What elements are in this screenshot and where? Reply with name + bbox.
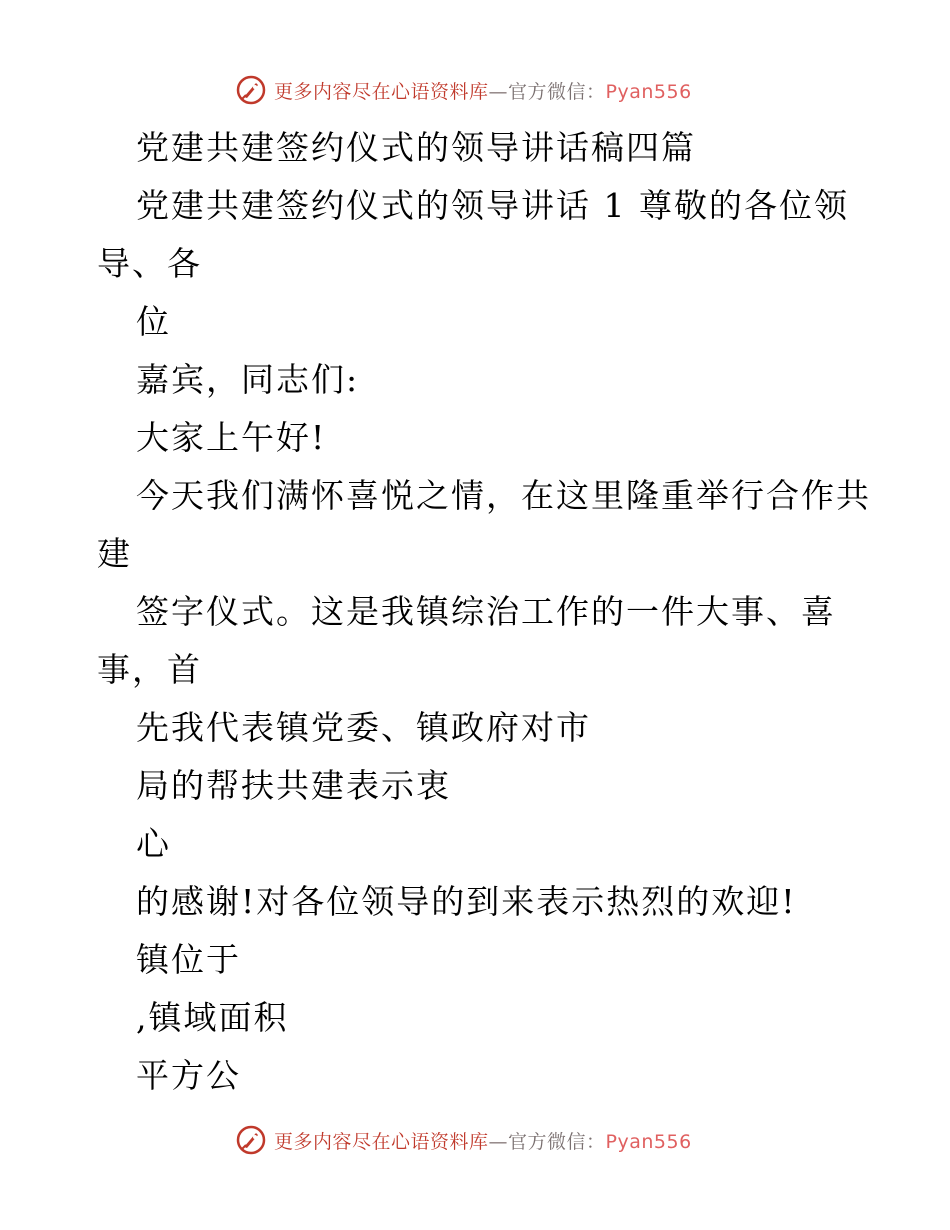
paragraph-line: 局的帮扶共建表示衷: [136, 766, 451, 805]
quill-logo-icon: [236, 1125, 266, 1155]
quill-logo-icon: [236, 75, 266, 105]
header-watermark-text: 更多内容尽在心语资料库—官方微信：Pyan556: [274, 80, 692, 103]
paragraph-line: 党建共建签约仪式的领导讲话 1 尊敬的各位领: [136, 186, 849, 225]
paragraph-line: 事，首: [97, 650, 202, 689]
paragraph-line: 大家上午好!: [136, 418, 327, 457]
document-title: 党建共建签约仪式的领导讲话稿四篇: [136, 128, 696, 167]
paragraph-line: 平方公: [136, 1056, 241, 1095]
paragraph-line: 今天我们满怀喜悦之情，在这里隆重举行合作共: [136, 476, 871, 515]
footer-watermark-banner: [236, 1122, 716, 1158]
paragraph-line: 建: [97, 534, 132, 573]
footer-watermark-text: 更多内容尽在心语资料库—官方微信：Pyan556: [274, 1130, 692, 1153]
paragraph-line: ,镇域面积: [136, 998, 289, 1037]
paragraph-line: 镇位于: [136, 940, 241, 979]
paragraph-line: 心: [136, 824, 171, 863]
paragraph-line: 导、各: [97, 244, 202, 283]
paragraph-line: 的感谢!对各位领导的到来表示热烈的欢迎!: [136, 882, 797, 921]
paragraph-line: 嘉宾，同志们:: [136, 360, 360, 399]
header-watermark-banner: [236, 72, 716, 108]
paragraph-line: 签字仪式。这是我镇综治工作的一件大事、喜: [136, 592, 836, 631]
paragraph-line: 位: [136, 302, 171, 341]
paragraph-line: 先我代表镇党委、镇政府对市: [136, 708, 591, 747]
